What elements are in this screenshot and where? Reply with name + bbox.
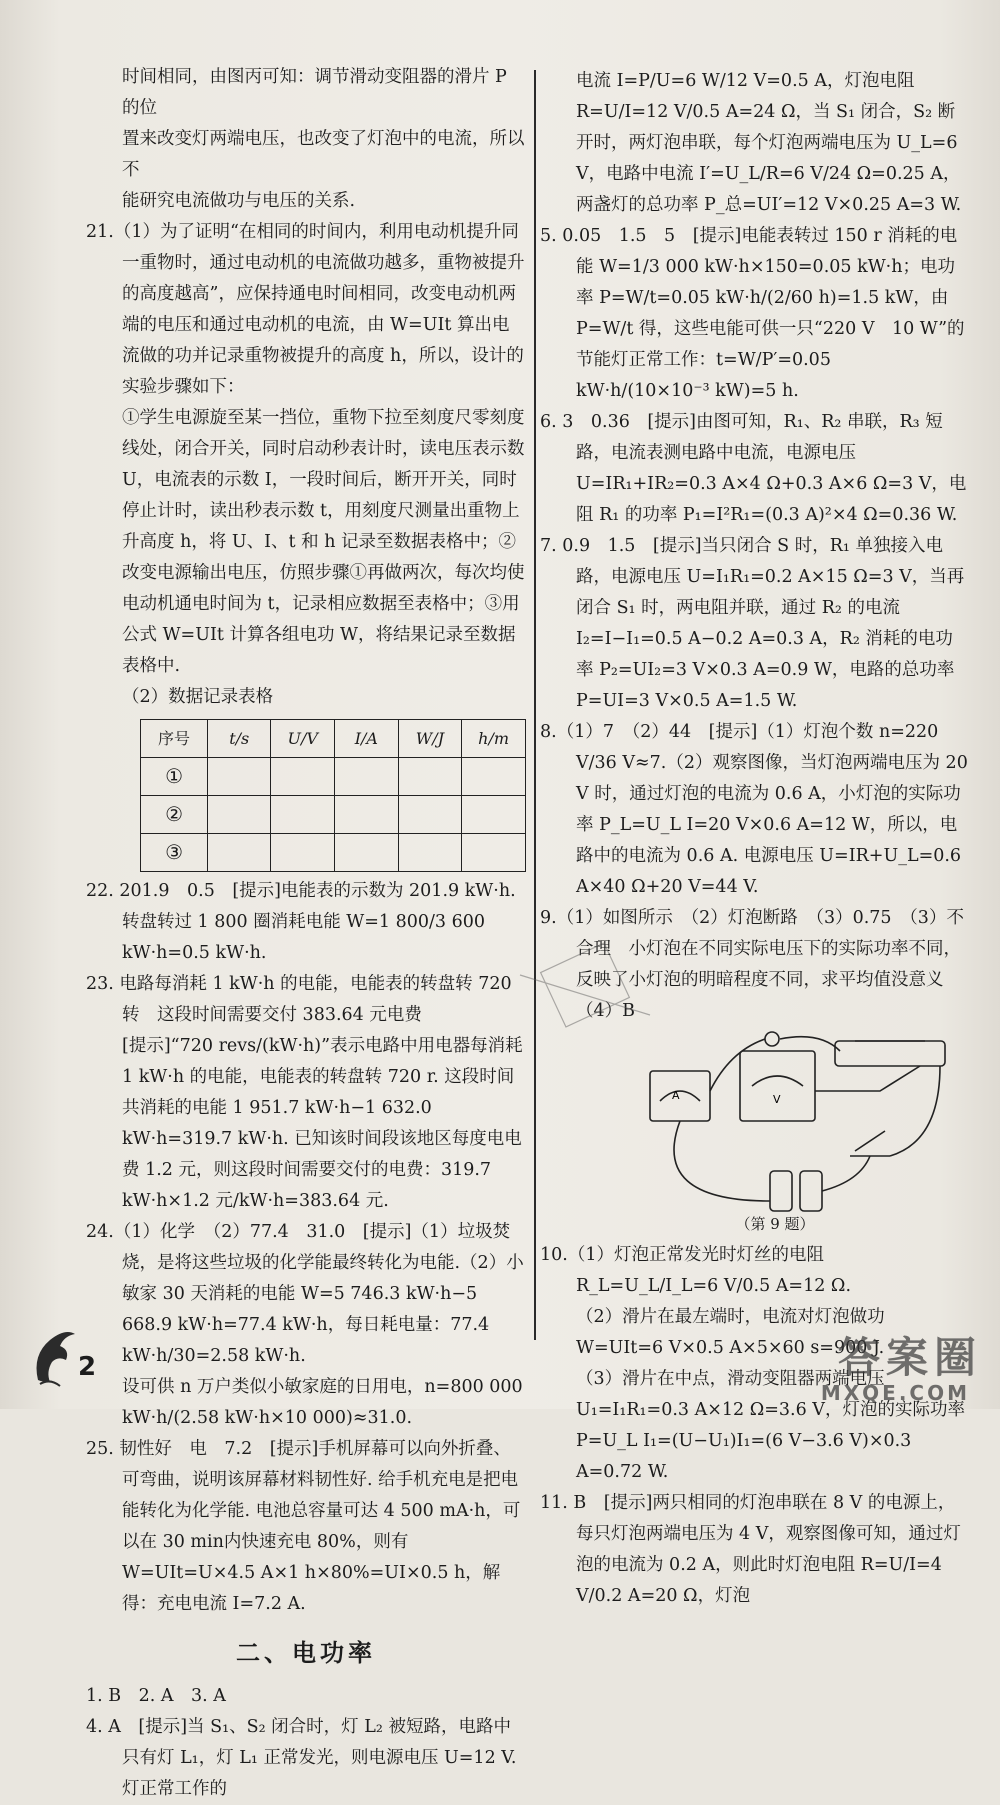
answer-7: 7. 0.9 1.5 [提示]当只闭合 S 时，R₁ 单独接入电路，电源电压 U=I₁R₁=0.2 A×15 Ω=3 V，当再闭合 S₁ 时，两电阻并联，通过 R₂ 的电流 I₂=I−I₁=0.5 A−0.2 A=0.3 A，R₂ 消耗的电功率 P₂=UI₂=3 V×0.3 A=0.9 W，电路的总功率 P=UI=3 V×0.5 A=1.5 W. — [540, 536, 965, 711]
faint-stamp-mark — [510, 935, 660, 1045]
table-row — [141, 834, 526, 872]
answer-21-table-title: （2）数据记录表格 — [122, 687, 274, 707]
table-row — [141, 796, 526, 834]
figure-caption: （第 9 题） — [735, 1215, 815, 1233]
answer-9: 9.（1）如图所示 （2）灯泡断路 （3）0.75 （3）不合理 小灯泡在不同实际电压下的实际功率不同，反映了小灯泡的明暗程度不同，求平均值没意义 （4）B — [540, 908, 964, 1021]
data-record-table — [140, 719, 526, 872]
answer-10-part2: （2）滑片在最左端时，电流对灯泡做功 W=UIt=6 V×0.5 A×5×60 s=900 J. — [576, 1307, 885, 1358]
switch — [850, 1131, 890, 1156]
answer-24-hint: 设可供 n 万户类似小敏家庭的日用电，n=800 000 kW·h/(2.58 kW·h×10 000)≈31.0. — [122, 1377, 523, 1428]
table-row — [141, 758, 526, 796]
answer-25: 25. 韧性好 电 7.2 [提示]手机屏幕可以向外折叠、可弯曲，说明该屏幕材料韧性好. 给手机充电是把电能转化为化学能. 电池总容量可达 4 500 mA·h，可以在 30 min内快速充电 80%，则有 W=UIt=U×4.5 A×1 h×80%=UI×0.5 h，解得：充电电流 I=7.2 A. — [86, 1439, 521, 1614]
table-cell — [335, 834, 398, 872]
table-cell — [462, 758, 526, 796]
lamp — [765, 1032, 779, 1046]
voltmeter-dial — [752, 1076, 803, 1086]
table-cell — [398, 758, 462, 796]
battery — [800, 1171, 822, 1211]
left-column — [86, 62, 526, 1805]
answer-4: 4. A [提示]当 S₁、S₂ 闭合时，灯 L₂ 被短路，电路中只有灯 L₁，灯 L₁ 正常发光，则电源电压 U=12 V. 灯正常工作的 — [86, 1717, 517, 1799]
table-cell — [271, 834, 335, 872]
answer-6: 6. 3 0.36 [提示]由图可知，R₁、R₂ 串联，R₃ 短路，电流表测电路中电流，电源电压 U=IR₁+IR₂=0.3 A×4 Ω+0.3 A×6 Ω=3 V，电阻 R₁ 的功率 P₁=I²R₁=(0.3 A)²×4 Ω=0.36 W. — [540, 412, 967, 525]
table-cell — [271, 796, 335, 834]
wire — [780, 1037, 840, 1051]
answer-23-hint: [提示]“720 revs/(kW·h)”表示电路中用电器每消耗 1 kW·h 的电能，电能表的转盘转 720 r. 这段时间共消耗的电能 1 951.7 kW·h−1 632.0 kW·h=319.7 kW·h. 已知该时间段该地区每度电电费 1.2 元，则这段时间需要交付的电费：319.7 kW·h×1.2 元/kW·h=383.64 元. — [122, 1036, 523, 1211]
circuit-diagram-svg — [620, 1031, 960, 1221]
column-divider — [534, 70, 536, 1340]
answer-8: 8.（1）7 （2）44 [提示]（1）灯泡个数 n=220 V/36 V≈7.（2）观察图像，当灯泡两端电压为 20 V 时，通过灯泡的电流为 0.6 A，小灯泡的实际功率 P_L=U_L I=20 V×0.6 A=12 W，所以，电路中的电流为 0.6 A. 电源电压 U=IR+U_L=0.6 A×40 Ω+20 V=44 V. — [540, 722, 968, 897]
watermark-url: MXQE.COM — [820, 1381, 970, 1405]
section-title: 二、电功率 — [236, 1639, 376, 1667]
table-header: I/A — [335, 720, 398, 758]
answer-22: 22. 201.9 0.5 [提示]电能表的示数为 201.9 kW·h. 转盘转过 1 800 圈消耗电能 W=1 800/3 600 kW·h=0.5 kW·h. — [86, 881, 516, 963]
wire — [815, 1066, 920, 1091]
table-cell — [335, 758, 398, 796]
answer-24: 24.（1）化学 （2）77.4 31.0 [提示]（1）垃圾焚烧，是将这些垃圾的化学能最终转化为电能.（2）小敏家 30 天消耗的电能 W=5 746.3 kW·h−5 668.9 kW·h=77.4 kW·h，每日耗电量：77.4 kW·h/30=2.58 kW·h. — [86, 1222, 524, 1366]
table-row-index: ① — [141, 758, 208, 796]
ammeter-label: A — [672, 1089, 680, 1102]
answer-10-part3: （3）滑片在中点，滑动变阻器两端电压 U₁=I₁R₁=0.3 A×12 Ω=3.6 V，灯泡的实际功率 P=U_L I₁=(U−U₁)I₁=(6 V−3.6 V)×0.3 A=0.72 W. — [576, 1369, 965, 1482]
dolphin-logo — [30, 1320, 80, 1390]
table-cell — [208, 834, 271, 872]
voltmeter-label: V — [773, 1093, 781, 1106]
table-header: U/V — [271, 720, 335, 758]
table-cell — [462, 796, 526, 834]
watermark-logo: 答案圈 — [837, 1333, 982, 1382]
table-cell — [398, 796, 462, 834]
answer-23: 23. 电路每消耗 1 kW·h 的电能，电能表的转盘转 720 转 这段时间需要交付 383.64 元电费 — [86, 974, 512, 1025]
answer-21-steps: ①学生电源旋至某一挡位，重物下拉至刻度尺零刻度线处，闭合开关，同时启动秒表计时，读电压表示数 U，电流表的示数 I，一段时间后，断开开关，同时停止计时，读出秒表示数 t，用刻度尺测量出重物上升高度 h，将 U、I、t 和 h 记录至数据表格中；②改变电源输出电压，仿照步骤①再做两次，每次均使电动机通电时间为 t，记录相应数据至表格中；③用公式 W=UIt 计算各组电功 W，将结果记录至数据表格中. — [122, 408, 525, 676]
table-cell — [398, 834, 462, 872]
table-header: 序号 — [141, 720, 208, 758]
text-line: 置来改变灯两端电压，也改变了灯泡中的电流，所以不 — [122, 129, 525, 180]
ammeter-dial — [660, 1091, 700, 1101]
answer-21-part1: 21.（1）为了证明“在相同的时间内，利用电动机提升同一重物时，通过电动机的电流做功越多，重物被提升的高度越高”，应保持通电时间相同，改变电动机两端的电压和通过电动机的电流，由 W=UIt 算出电流做的功并记录重物被提升的高度 h，所以，设计的实验步骤如下： — [86, 222, 525, 397]
wire — [822, 1156, 870, 1191]
table-row-index: ③ — [141, 834, 208, 872]
table-cell — [335, 796, 398, 834]
table-row-index: ② — [141, 796, 208, 834]
table-cell — [271, 758, 335, 796]
battery — [770, 1171, 792, 1211]
wire — [674, 1121, 770, 1201]
table-cell — [208, 796, 271, 834]
answer-4-continued: 电流 I=P/U=6 W/12 V=0.5 A，灯泡电阻 R=U/I=12 V/0.5 A=24 Ω，当 S₁ 闭合，S₂ 断开时，两灯泡串联，每个灯泡两端电压为 U_L=6 V，电路中电流 I′=U_L/R=6 V/24 Ω=0.25 A，两盏灯的总功率 P_总=UI′=12 V×0.25 A=3 W. — [576, 71, 962, 215]
answer-5: 5. 0.05 1.5 5 [提示]电能表转过 150 r 消耗的电能 W=1/3 000 kW·h×150=0.05 kW·h；电功率 P=W/t=0.05 kW·h/(2/60 h)=1.5 kW，由 P=W/t 得，这些电能可供一只“220 V 10 W”的节能灯正常工作：t=W/P′=0.05 kW·h/(10×10⁻³ kW)=5 h. — [540, 226, 965, 401]
text-line: 时间相同，由图丙可知：调节滑动变阻器的滑片 P 的位 — [122, 67, 507, 118]
circuit-figure — [620, 1031, 960, 1221]
answer-11: 11. B [提示]两只相同的灯泡串联在 8 V 的电源上，每只灯泡两端电压为 4 V，观察图像可知，通过灯泡的电流为 0.2 A，则此时灯泡电阻 R=U/I=4 V/0.2 A=20 Ω，灯泡 — [540, 1493, 961, 1606]
answers-1-3: 1. B 2. A 3. A — [86, 1686, 226, 1706]
text-line: 能研究电流做功与电压的关系. — [122, 191, 356, 211]
table-header-row — [141, 720, 526, 758]
table-header: h/m — [462, 720, 526, 758]
page-number: 2 — [78, 1352, 97, 1382]
table-cell — [462, 834, 526, 872]
table-header: t/s — [208, 720, 271, 758]
answer-10-part1: 10.（1）灯泡正常发光时灯丝的电阻 R_L=U_L/I_L=6 V/0.5 A=12 Ω. — [540, 1245, 852, 1296]
table-cell — [208, 758, 271, 796]
rheostat — [835, 1041, 945, 1066]
table-header: W/J — [398, 720, 462, 758]
voltmeter — [740, 1051, 815, 1121]
ammeter — [650, 1071, 710, 1121]
